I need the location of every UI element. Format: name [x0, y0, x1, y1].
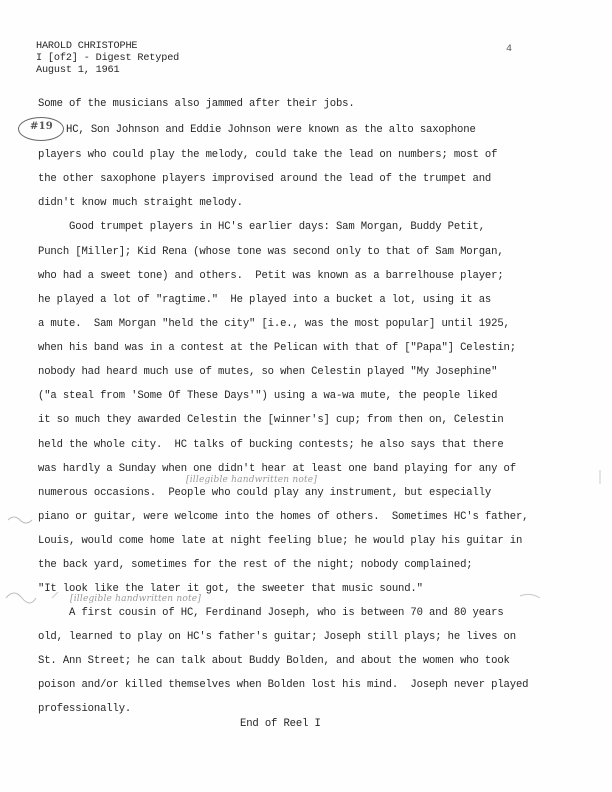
- text-line: held the whole city. HC talks of bucking contests; he also says that there: [38, 439, 504, 451]
- handwritten-note: [illegible handwritten note]: [186, 475, 318, 485]
- text-line: it so much they awarded Celestin the [winner's] cup; from then on, Celestin: [38, 414, 504, 426]
- header-date: August 1, 1961: [36, 65, 120, 76]
- text-line: nobody had heard much use of mutes, so when Celestin played "My Josephine": [38, 366, 498, 378]
- text-line: Punch [Miller]; Kid Rena (whose tone was second only to that of Sam Morgan,: [38, 246, 504, 258]
- text-line: Good trumpet players in HC's earlier days: Sam Morgan, Buddy Petit,: [38, 221, 485, 233]
- text-line: A first cousin of HC, Ferdinand Joseph, who is between 70 and 80 years: [38, 607, 504, 619]
- text-line: didn't know much straight melody.: [38, 197, 243, 209]
- text-line: he played a lot of "ragtime." He played into a bucket a lot, using it as: [38, 294, 492, 306]
- text-line: professionally.: [38, 703, 132, 715]
- text-line: HC, Son Johnson and Eddie Johnson were known as the alto saxophone: [66, 124, 476, 136]
- text-line: ("a steal from 'Some Of These Days'") using a wa-wa mute, the people liked: [38, 390, 498, 402]
- end-of-reel-label: End of Reel I: [240, 718, 321, 730]
- text-line: who had a sweet tone) and others. Petit was known as a barrelhouse player;: [38, 270, 504, 282]
- text-line: poison and/or killed themselves when Bolden lost his mind. Joseph never played: [38, 679, 529, 691]
- header-reel: I [of2] - Digest Retyped: [36, 53, 180, 64]
- header-name: HAROLD CHRISTOPHE: [36, 41, 138, 52]
- text-line: "It look like the later it got, the sweeter that music sound.": [38, 583, 423, 595]
- text-line: numerous occasions. People who could play any instrument, but especially: [38, 487, 492, 499]
- page-number: 4: [506, 44, 513, 55]
- text-line: Some of the musicians also jammed after their jobs.: [38, 98, 355, 110]
- text-line: the other saxophone players improvised around the lead of the trumpet and: [38, 173, 492, 185]
- text-line: Louis, would come home late at night feeling blue; he would play his guitar in: [38, 535, 523, 547]
- text-line: players who could play the melody, could take the lead on numbers; most of: [38, 149, 498, 161]
- text-line: old, learned to play on HC's father's guitar; Joseph still plays; he lives on: [38, 631, 516, 643]
- text-line: piano or guitar, were welcome into the homes of others. Sometimes HC's father,: [38, 511, 529, 523]
- text-line: when his band was in a contest at the Pelican with that of ["Papa"] Celestin;: [38, 342, 516, 354]
- text-line: St. Ann Street; he can talk about Buddy Bolden, and about the women who took: [38, 655, 510, 667]
- text-line: was hardly a Sunday when one didn't hear at least one band playing for any of: [38, 463, 516, 475]
- handwritten-note: [illegible handwritten note]: [70, 594, 202, 604]
- text-line: the back yard, sometimes for the rest of the night; nobody complained;: [38, 559, 473, 571]
- text-line: a mute. Sam Morgan "held the city" [i.e., was the most popular] until 1925,: [38, 318, 510, 330]
- margin-note-number: #19: [30, 121, 53, 132]
